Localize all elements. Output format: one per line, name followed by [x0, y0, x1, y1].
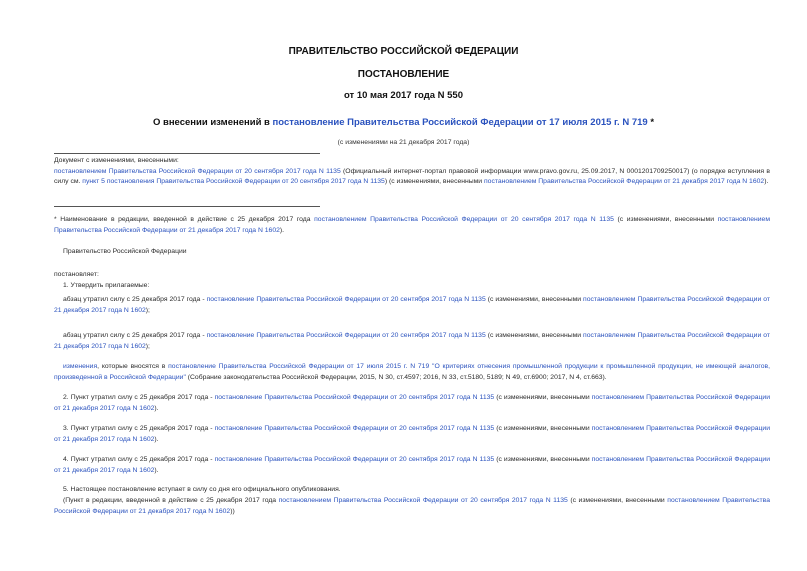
paragraph-b-link-1602[interactable]: постановлением Правительства Российской Федерации от 21 декабря 2017 года N 1602: [54, 332, 770, 350]
item-5-note-text-1: (Пункт в редакции, введенной в действие с 25 декабря 2017 года: [63, 497, 279, 504]
paragraph-b-text-1: абзац утратил силу с 25 декабря 2017 года -: [63, 332, 207, 339]
paragraph-c-text-2: (Собрание законодательства Российской Федерации, 2015, N 30, ст.4597; 2016, N 33, ст.5180, 5189; N 49, ст.6900; 2017, N 4, ст.663).: [185, 373, 607, 381]
item-1: 1. Утвердить прилагаемые:: [63, 282, 150, 289]
footnote-separator-line: [54, 206, 320, 207]
item-3-text-2: (с изменениями, внесенными: [494, 425, 592, 432]
item-4: [54, 455, 770, 476]
changes-note-link-1602[interactable]: постановлением Правительства Российской Федерации от 21 декабря 2017 года N 1602: [484, 178, 765, 186]
item-2-text-1: 2. Пункт утратил силу с 25 декабря 2017 года -: [63, 394, 215, 401]
paragraph-b-text-3: );: [145, 342, 150, 350]
footnote-link-1135[interactable]: постановлением Правительства Российской Федерации от 20 сентября 2017 года N 1135: [314, 216, 614, 223]
government-heading: ПРАВИТЕЛЬСТВО РОССИЙСКОЙ ФЕДЕРАЦИИ: [288, 46, 519, 57]
item-5-note-link-1602[interactable]: постановлением Правительства Российской Федерации от 21 декабря 2017 года N 1602: [54, 497, 770, 515]
title-prefix: О внесении изменений в: [152, 117, 273, 128]
item-3: [54, 424, 770, 445]
title-footnote: [54, 215, 770, 236]
body-government: Правительство Российской Федерации: [63, 248, 187, 255]
item-3-text-3: ).: [154, 435, 159, 443]
item-3-link-1602[interactable]: постановлением Правительства Российской Федерации от 21 декабря 2017 года N 1602: [54, 425, 770, 443]
paragraph-a-text-2: (с изменениями, внесенными: [485, 296, 584, 303]
document-title: [0, 117, 807, 128]
item-5-note-link-1135[interactable]: постановлением Правительства Российской Федерации от 20 сентября 2017 года N 1135: [278, 497, 568, 504]
separator-line: [54, 153, 320, 154]
changes-note-text-3: ).: [764, 178, 769, 186]
title-link[interactable]: постановление Правительства Российской Федерации от 17 июля 2015 г. N 719: [272, 117, 648, 128]
changes-note-text-2: ) (с изменениями, внесенными: [384, 178, 484, 186]
title-suffix: *: [647, 117, 655, 128]
paragraph-a-text-3: );: [145, 306, 150, 314]
footnote-link-1602[interactable]: постановлением Правительства Российской Федерации от 21 декабря 2017 года N 1602: [54, 216, 771, 234]
changes-note-link-1135[interactable]: постановлением Правительства Российской Федерации от 20 сентября 2017 года N 1135: [54, 167, 341, 175]
changes-note-text-1: (Официальный интернет-портал правовой информации www.pravo.gov.ru, 25.09.2017, N 0001201709250017) (о порядке вступления в силу см.: [54, 167, 770, 186]
paragraph-b: [54, 331, 770, 352]
paragraph-c: [54, 362, 770, 383]
item-5-note-text-3: )): [230, 507, 235, 515]
item-3-link-1135[interactable]: постановление Правительства Российской Федерации от 20 сентября 2017 года N 1135: [214, 425, 495, 432]
paragraph-b-text-2: (с изменениями, внесенными: [485, 332, 584, 339]
item-4-link-1135[interactable]: постановление Правительства Российской Федерации от 20 сентября 2017 года N 1135: [214, 456, 495, 463]
item-2-text-3: ).: [154, 404, 159, 412]
footnote-text-3: ).: [279, 226, 285, 234]
footnote-text-2: (с изменениями, внесенными: [613, 216, 718, 223]
footnote-text-1: * Наименование в редакции, введенной в действие с 25 декабря 2017 года: [54, 216, 315, 223]
item-5-note-text-2: (с изменениями, внесенными: [567, 497, 668, 504]
item-2: [54, 393, 770, 414]
document-date-number: от 10 мая 2017 года N 550: [343, 90, 464, 101]
paragraph-a-link-1602[interactable]: постановлением Правительства Российской Федерации от 21 декабря 2017 года N 1602: [54, 296, 770, 314]
paragraph-b-link-1135[interactable]: постановление Правительства Российской Федерации от 20 сентября 2017 года N 1135: [206, 332, 486, 339]
item-5-note: [54, 496, 770, 517]
document-type-heading: ПОСТАНОВЛЕНИЕ: [357, 69, 450, 80]
document-subtitle: (с изменениями на 21 декабря 2017 года): [337, 139, 470, 146]
body-decides: постановляет:: [54, 271, 99, 278]
item-3-text-1: 3. Пункт утратил силу с 25 декабря 2017 года -: [63, 425, 215, 432]
changes-note-link-p5[interactable]: пункт 5 постановления Правительства Российской Федерации от 20 сентября 2017 года N 1135: [82, 178, 385, 186]
item-2-link-1135[interactable]: постановление Правительства Российской Федерации от 20 сентября 2017 года N 1135: [214, 394, 495, 401]
item-2-text-2: (с изменениями, внесенными: [494, 394, 592, 401]
paragraph-a: [54, 295, 770, 316]
paragraph-c-text-1: , которые вносятся в: [97, 363, 169, 370]
item-4-text-1: 4. Пункт утратил силу с 25 декабря 2017 года -: [63, 456, 215, 463]
paragraph-c-link-changes[interactable]: изменения: [63, 363, 98, 370]
paragraph-a-link-1135[interactable]: постановление Правительства Российской Федерации от 20 сентября 2017 года N 1135: [206, 296, 486, 303]
item-4-text-2: (с изменениями, внесенными: [494, 456, 592, 463]
changes-note-text: [54, 167, 770, 188]
paragraph-c-link-719[interactable]: постановление Правительства Российской Федерации от 17 июля 2015 г. N 719 "О критериях отнесения промышленной продукции к промышленной продукции, не имеющей аналогов, произведенной в Российской Федерации": [54, 363, 770, 381]
item-5: 5. Настоящее постановление вступает в силу со дня его официального опубликования.: [63, 486, 341, 493]
item-2-link-1602[interactable]: постановлением Правительства Российской Федерации от 21 декабря 2017 года N 1602: [54, 394, 770, 412]
changes-note: [54, 156, 770, 188]
item-4-text-3: ).: [154, 466, 159, 474]
changes-note-label: Документ с изменениями, внесенными:: [54, 157, 179, 164]
paragraph-a-text-1: абзац утратил силу с 25 декабря 2017 года -: [63, 296, 207, 303]
item-4-link-1602[interactable]: постановлением Правительства Российской Федерации от 21 декабря 2017 года N 1602: [54, 456, 770, 474]
